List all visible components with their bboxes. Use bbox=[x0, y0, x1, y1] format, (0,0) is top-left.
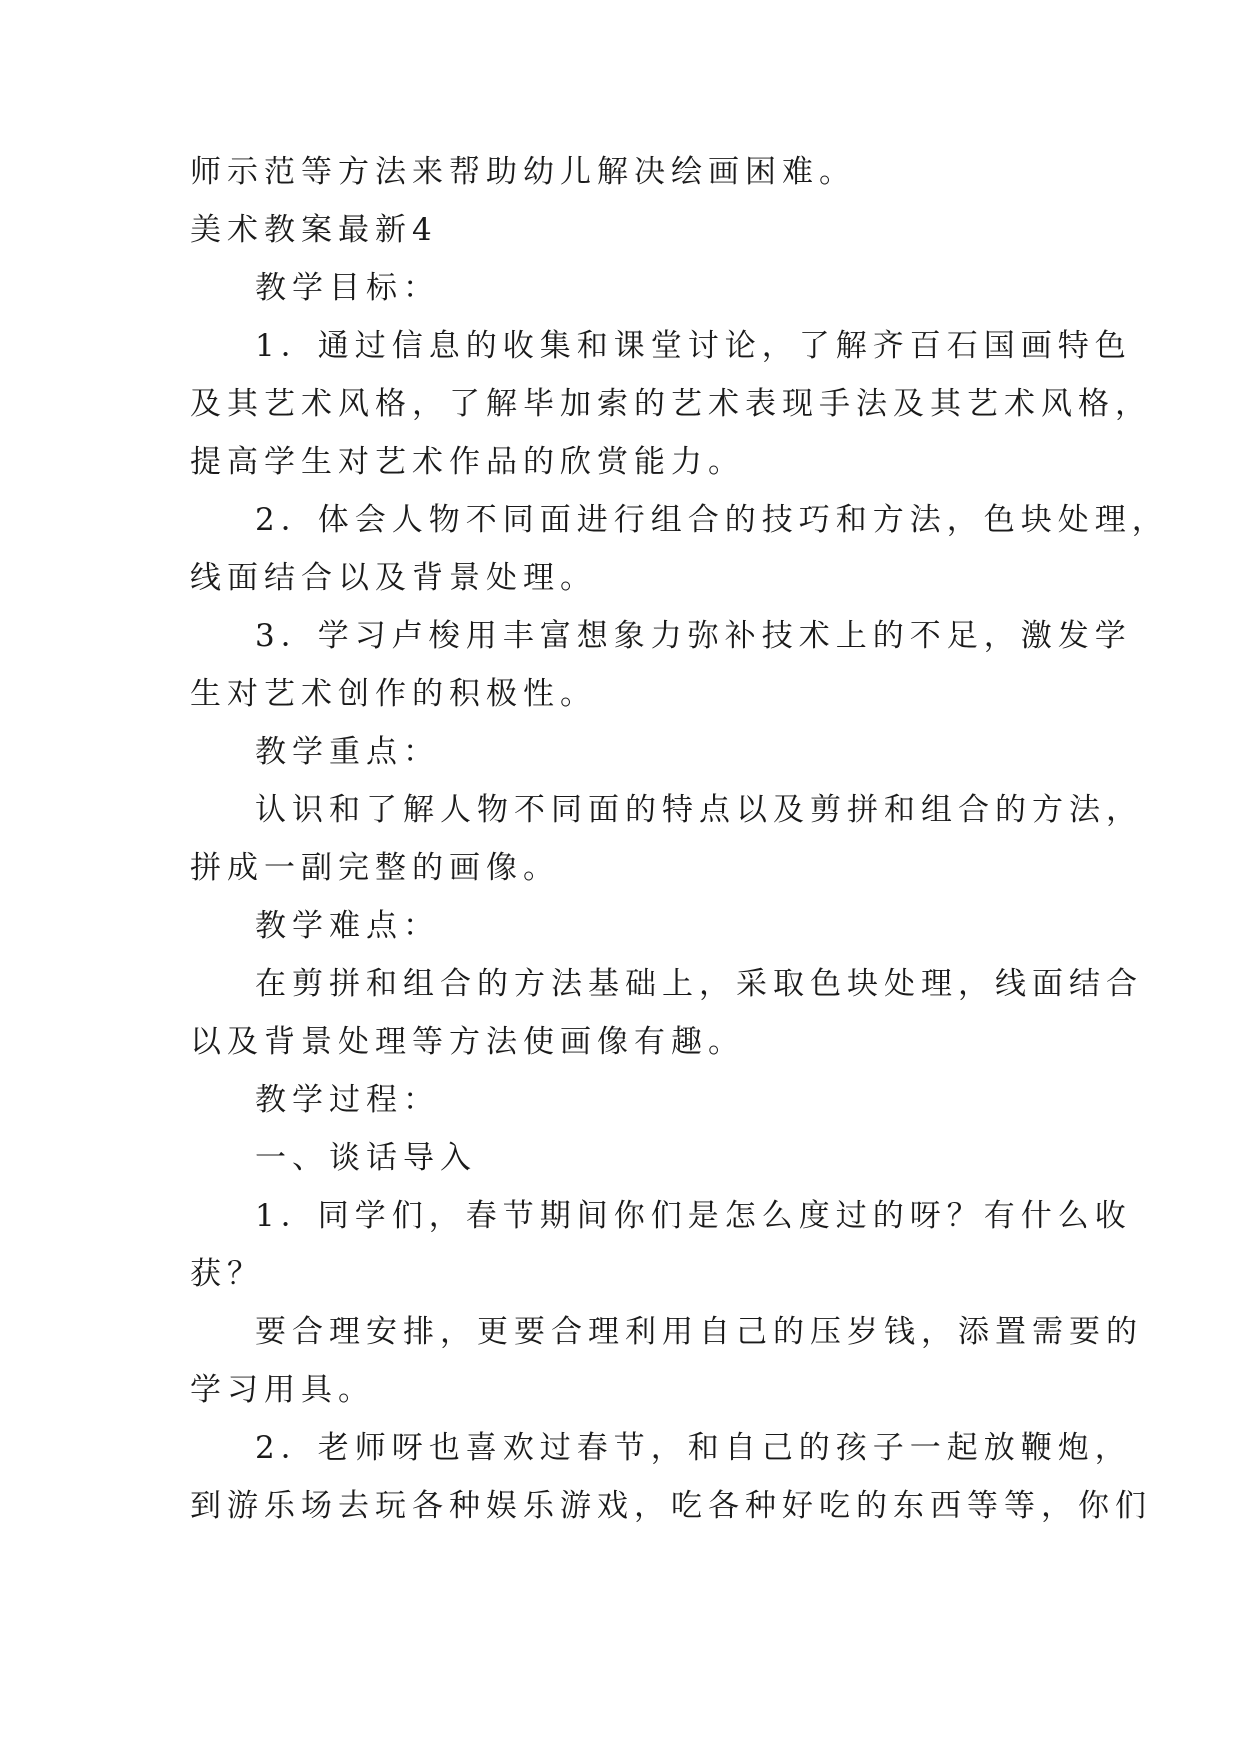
subheading-intro: 一、谈话导入 bbox=[255, 1140, 477, 1176]
subheading-key-points: 教学重点： bbox=[255, 734, 440, 770]
text-line: 师示范等方法来帮助幼儿解决绘画困难。 bbox=[190, 154, 856, 190]
text-line: 及其艺术风格，了解毕加索的艺术表现手法及其艺术风格， bbox=[190, 386, 1152, 422]
text-line: 获？ bbox=[190, 1256, 264, 1292]
text-line: 学习用具。 bbox=[190, 1372, 375, 1408]
text-line: 1．通过信息的收集和课堂讨论，了解齐百石国画特色 bbox=[255, 328, 1132, 364]
text-line: 3．学习卢梭用丰富想象力弥补技术上的不足，激发学 bbox=[255, 618, 1132, 654]
subheading-teaching-process: 教学过程： bbox=[255, 1082, 440, 1118]
text-line: 到游乐场去玩各种娱乐游戏，吃各种好吃的东西等等，你们 bbox=[190, 1488, 1152, 1524]
text-line: 拼成一副完整的画像。 bbox=[190, 850, 560, 886]
text-line: 以及背景处理等方法使画像有趣。 bbox=[190, 1024, 745, 1060]
text-line: 2．老师呀也喜欢过春节，和自己的孩子一起放鞭炮， bbox=[255, 1430, 1132, 1466]
text-line: 2．体会人物不同面进行组合的技巧和方法，色块处理， bbox=[255, 502, 1169, 538]
text-line: 在剪拼和组合的方法基础上，采取色块处理，线面结合 bbox=[255, 966, 1143, 1002]
text-line: 生对艺术创作的积极性。 bbox=[190, 676, 597, 712]
text-line: 线面结合以及背景处理。 bbox=[190, 560, 597, 596]
subheading-difficulties: 教学难点： bbox=[255, 908, 440, 944]
text-line: 要合理安排，更要合理利用自己的压岁钱，添置需要的 bbox=[255, 1314, 1143, 1350]
section-heading: 美术教案最新4 bbox=[190, 212, 438, 248]
text-line: 提高学生对艺术作品的欣赏能力。 bbox=[190, 444, 745, 480]
text-line: 1．同学们，春节期间你们是怎么度过的呀？有什么收 bbox=[255, 1198, 1132, 1234]
subheading-teaching-goals: 教学目标： bbox=[255, 270, 440, 306]
text-line: 认识和了解人物不同面的特点以及剪拼和组合的方法， bbox=[255, 792, 1143, 828]
